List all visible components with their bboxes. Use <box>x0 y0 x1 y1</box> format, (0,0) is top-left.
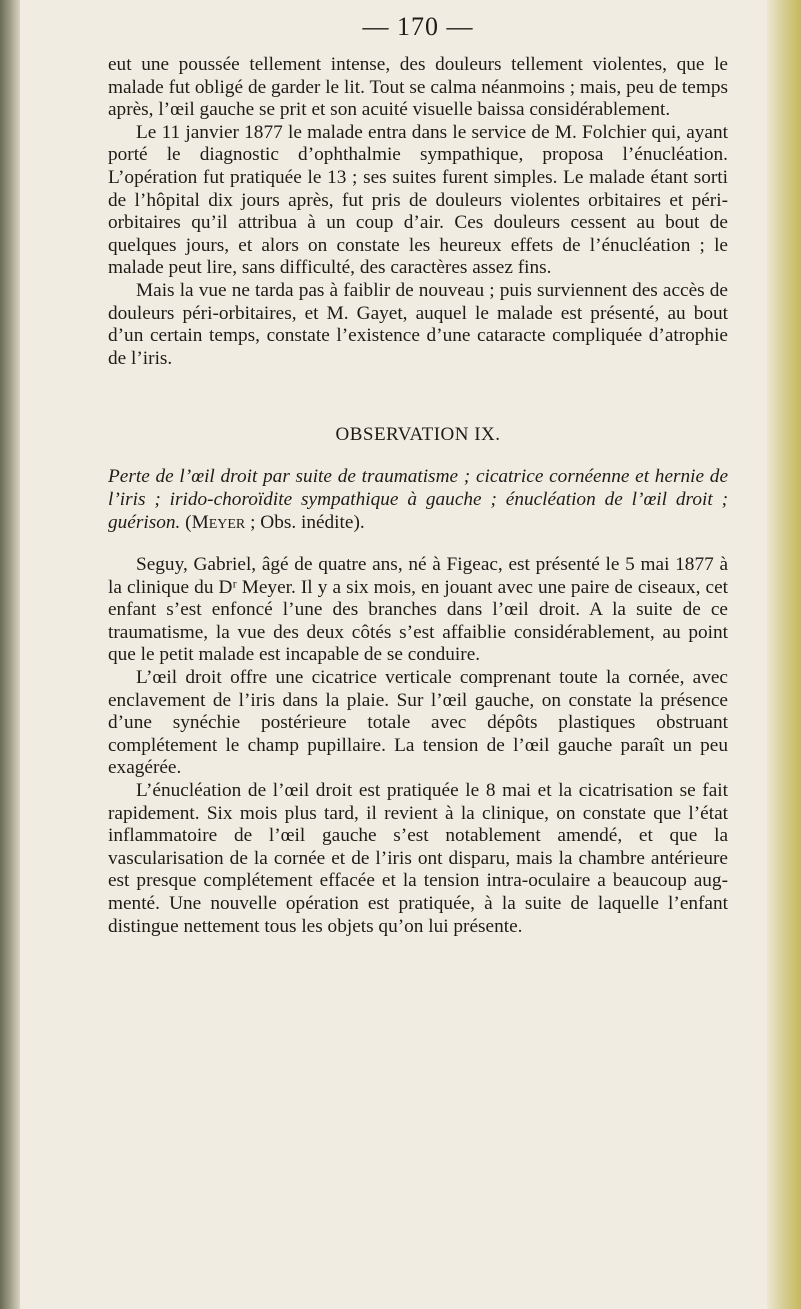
observation-source-rest: ; Obs. inédite). <box>245 511 365 533</box>
observation-source-open: ( <box>185 511 192 533</box>
observation-summary <box>108 466 728 534</box>
page-number: — 170 — <box>362 12 474 41</box>
scan-right-edge <box>767 0 801 1309</box>
scan-left-edge <box>0 0 20 1309</box>
book-page <box>108 12 728 938</box>
observation-source-author: Meyer <box>191 511 246 533</box>
paragraph-5: L’œil droit offre une cicatrice verticale comprenant toute la cornée, avec enclavement de l’iris dans la plaie. Sur l’œil gauche, on constate la présence d’une synéchie postérieure totale avec dépôts plastiques obstruant complétement le champ pupillaire. La tension de l’œil gauche paraît un peu exagérée. <box>108 667 728 779</box>
paragraph-6: L’énucléation de l’œil droit est pratiquée le 8 mai et la cicatrisation se fait rapidement. Six mois plus tard, il revient à la clinique, on constate que l’état inflammatoire de l’œil gauche s’est notablement amendé, et que la vascularisation de la cornée et de l’iris ont disparu, mais la chambre antérieure est presque complétement effacée et la tension intra-oculaire a beaucoup augmenté. Une nouvelle opération est pratiquée, à la suite de laquelle l’enfant distingue nettement tous les objets qu’on lui présente. <box>108 780 728 937</box>
paragraph-2: Le 11 janvier 1877 le malade entra dans le service de M. Folchier qui, ayant porté le diagnostic d’ophthalmie sympathique, proposa l’énucléation. L’opération fut pratiquée le 13 ; ses suites furent simples. Le malade étant sorti de l’hôpital dix jours après, fut pris de douleurs violentes orbitaires et péri-orbitaires qu’il attribua à un coup d’air. Ces douleurs cessent au bout de quelques jours, et alors on constate les heureux effets de l’énucléation ; le malade peut lire, sans difficulté, des caractères assez fins. <box>108 121 728 279</box>
paragraph-1: eut une poussée tellement intense, des douleurs tellement violentes, que le malade fut obligé de garder le lit. Tout se calma néanmoins ; mais, peu de temps après, l’œil gauche se prit et son acuité visuelle baissa considérablement. <box>108 54 728 121</box>
paragraph-3: Mais la vue ne tarda pas à faiblir de nouveau ; puis surviennent des accès de douleurs péri-orbitaires, et M. Gayet, auquel le malade est présenté, au bout d’un certain temps, constate l’existence d’une cataracte compliquée d’atrophie de l’iris. <box>108 279 728 369</box>
observation-summary-text: Perte de l’œil droit par suite de traumatisme ; cicatrice cornéenne et hernie de l’iris ; irido-choroïdite sympathique à gauche ; énucléation de l’œil droit ; guérison. <box>108 466 728 533</box>
paragraph-4: Seguy, Gabriel, âgé de quatre ans, né à Figeac, est présenté le 5 mai 1877 à la clinique du Dʳ Meyer. Il y a six mois, en jouant avec une paire de ciseaux, cet enfant s’est enfoncé l’une des branches dans l’œil droit. A la suite de ce traumatisme, la vue des deux côtés s’est affaiblie considérablement, au point que le petit malade est incapable de se conduire. <box>108 554 728 666</box>
observation-title: OBSERVATION IX. <box>335 424 501 446</box>
